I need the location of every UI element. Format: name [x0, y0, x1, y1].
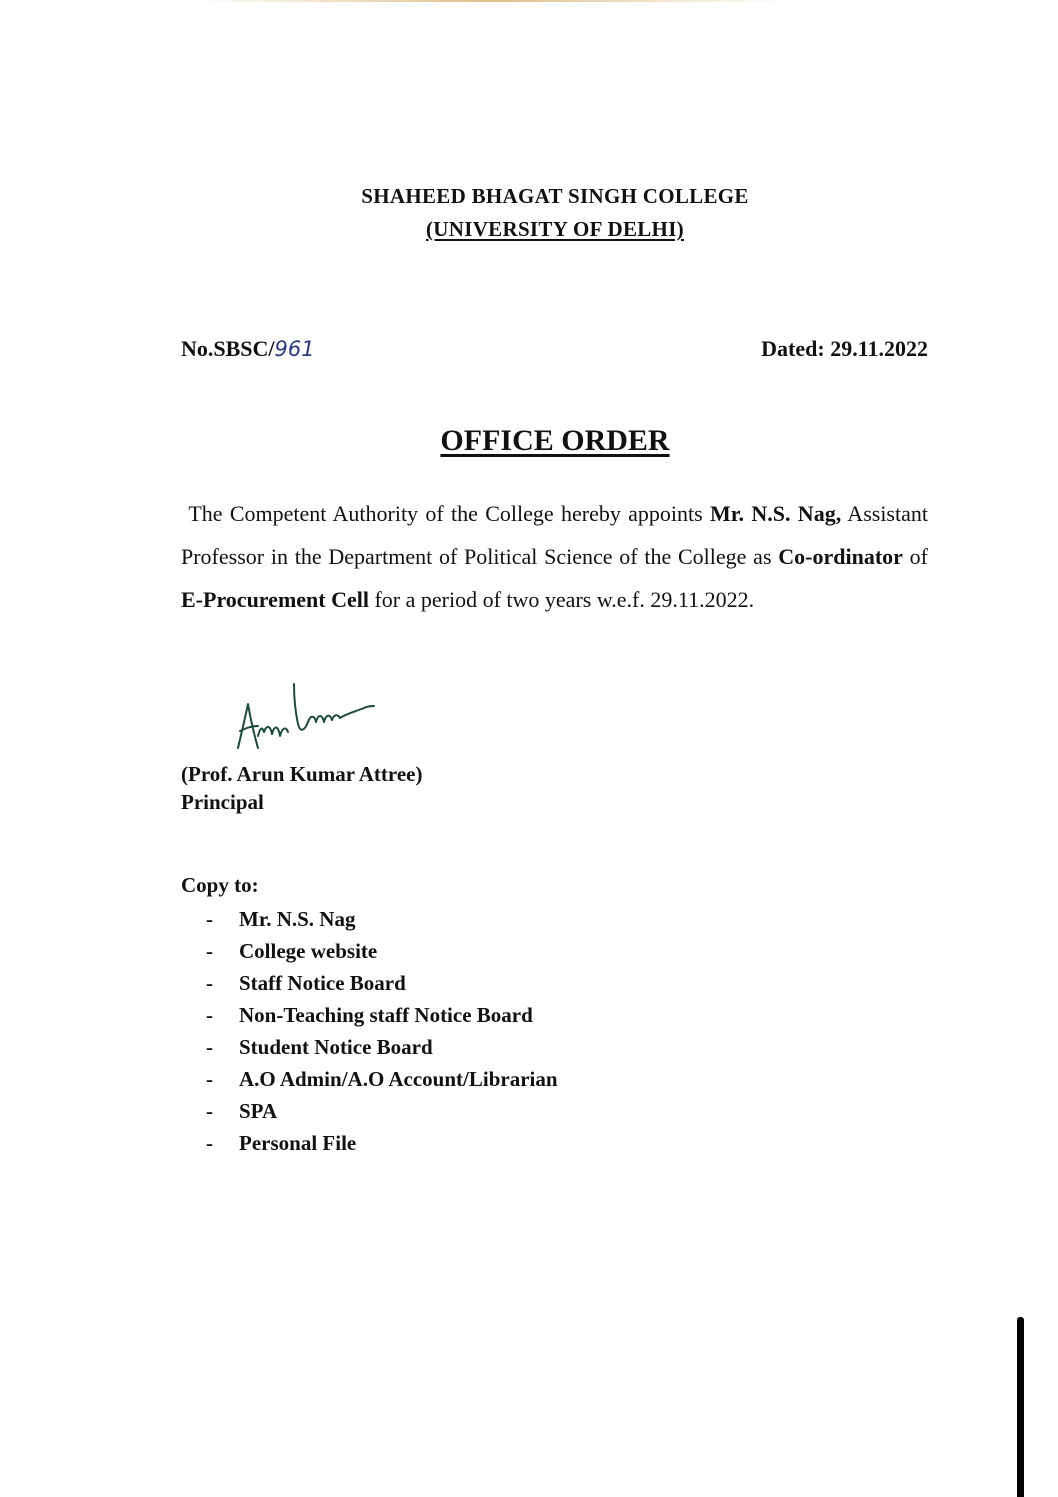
list-item-text: College website [239, 938, 378, 963]
list-item [206, 999, 558, 1031]
body-part-1: The Competent Authority of the College hereby appoints [188, 501, 711, 526]
reference-handwritten-number: 961 [274, 337, 315, 361]
list-item-text: Staff Notice Board [239, 970, 406, 995]
body-part-4: for a period of two years w.e.f. 29.11.2022. [368, 587, 755, 612]
copy-to-list [206, 903, 558, 1159]
list-item [206, 1095, 558, 1127]
scan-edge-mark [1017, 1317, 1024, 1497]
body-part-2: Assistant Professor in the Department of Political Science of the College as [181, 501, 928, 569]
signatory-title: Principal [181, 790, 264, 814]
list-item [206, 967, 558, 999]
list-item-text: Personal File [239, 1130, 357, 1155]
body-part-3: of [902, 544, 929, 569]
appointee-name: Mr. N.S. Nag, [710, 501, 842, 526]
list-item-text: SPA [239, 1098, 278, 1123]
signatory-name: (Prof. Arun Kumar Attree) [181, 762, 423, 786]
list-item [206, 903, 558, 935]
page-title: OFFICE ORDER [440, 424, 670, 457]
list-dash: - [206, 1130, 213, 1155]
list-dash: - [206, 906, 213, 931]
university-name: (UNIVERSITY OF DELHI) [426, 217, 684, 241]
list-dash: - [206, 970, 213, 995]
list-item-text: Mr. N.S. Nag [239, 906, 356, 931]
list-dash: - [206, 1098, 213, 1123]
appointed-role: Co-ordinator [778, 544, 903, 569]
college-name: SHAHEED BHAGAT SINGH COLLEGE [361, 184, 749, 208]
copy-to-label: Copy to: [181, 873, 259, 897]
scan-edge-mark [190, 0, 790, 2]
list-dash: - [206, 1002, 213, 1027]
list-dash: - [206, 938, 213, 963]
list-item-text: A.O Admin/A.O Account/Librarian [239, 1066, 558, 1091]
reference-prefix: No.SBSC/ [181, 336, 275, 361]
list-item-text: Student Notice Board [239, 1034, 433, 1059]
list-item-text: Non-Teaching staff Notice Board [239, 1002, 533, 1027]
list-item [206, 1063, 558, 1095]
document-date: Dated: 29.11.2022 [761, 336, 928, 361]
list-item [206, 1127, 558, 1159]
list-dash: - [206, 1066, 213, 1091]
cell-name: E-Procurement Cell [181, 587, 369, 612]
handwritten-signature [228, 676, 378, 756]
list-dash: - [206, 1034, 213, 1059]
order-body [181, 492, 928, 621]
list-item [206, 1031, 558, 1063]
list-item [206, 935, 558, 967]
reference-number [181, 336, 315, 362]
